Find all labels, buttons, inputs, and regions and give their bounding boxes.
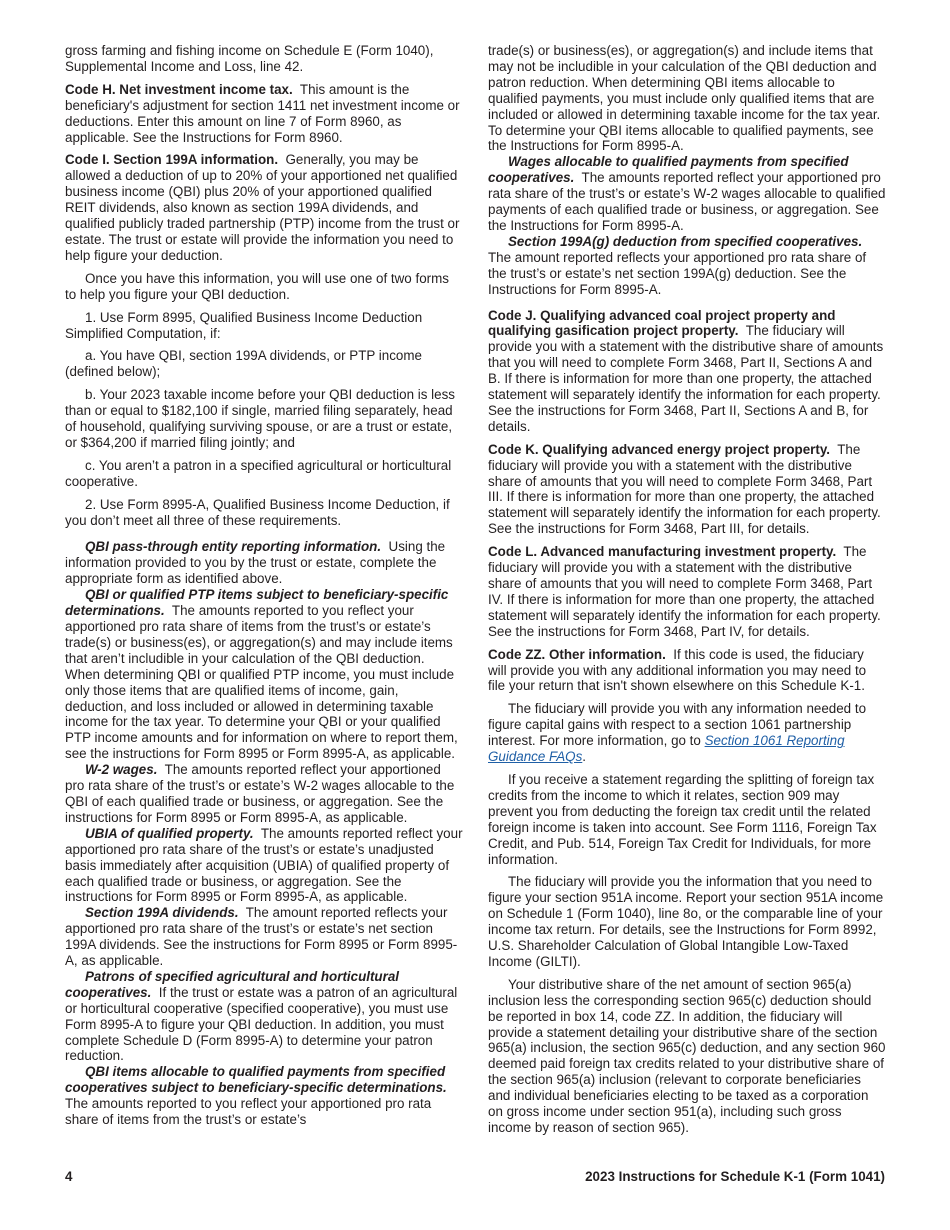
forms-intro: Once you have this information, you will use one of two forms to help you figure your QBI deduction. (65, 270, 449, 302)
document-title: 2023 Instructions for Schedule K-1 (Form 1041) (585, 1169, 885, 1184)
code-zz-heading: Code ZZ. Other information. (488, 646, 666, 662)
left-column (65, 43, 463, 1128)
foreign-tax-paragraph: If you receive a statement regarding the splitting of foreign tax credits from the income to which it relates, section 909 may prevent you from deducting the foreign tax credit until the related foreign income is taken into account. See Form 1116, Foreign Tax Credit, and Pub. 514, Foreign Tax Credit for Individuals, for more information. (488, 771, 877, 867)
code-l-heading: Code L. Advanced manufacturing investment property. (488, 544, 837, 560)
list-item-a: a. You have QBI, section 199A dividends, or PTP income (defined below); (65, 348, 422, 380)
sec199a-dividends-section: Section 199A dividends. The amount reported reflects your apportioned pro rata share of the trust’s or estate’s net section 199A dividends. See the instructions for Form 8995 or Form 8995-A, as applicable. (65, 905, 458, 969)
patrons-heading: Patrons of specified agricultural and horticultural cooperatives. (65, 968, 399, 1000)
code-j-heading: Code J. Qualifying advanced coal project property and qualifying gasification project property. (488, 307, 836, 339)
list-item-c: c. You aren’t a patron in a specified agricultural or horticultural cooperative. (65, 457, 452, 489)
code-i-body: Generally, you may be allowed a deduction of up to 20% of your apportioned net qualified business income (QBI) plus 20% of your apportioned qualified REIT dividends, also known as section 199A dividends, and qualified publicly traded partnership (PTP) income from the trust or estate. The trust or estate will provide the information you need to help figure your deduction. (65, 152, 460, 263)
code-k-section: Code K. Qualifying advanced energy project property. The fiduciary will provide you with a statement with the distributive share of amounts that you will need to complete Form 3468, Part III. If there is information for more than one property, the attached statement will separately identify the information for each property. See the instructions for Form 3468, Part III, for details. (488, 441, 881, 537)
code-j-section: Code J. Qualifying advanced coal project property and qualifying gasification project property. The fiduciary will provide you with a statement with the distributive share of amounts that you will need to complete Form 3468, Part II, Sections A and B. If there is information for more than one property, the attached statement will separately identify the information for each property. See the instructions for Form 3468, Part II, Sections A and B, for details. (488, 307, 884, 434)
list-item-2: 2. Use Form 8995-A, Qualified Business Income Deduction, if you don’t meet all three of these requirements. (65, 496, 450, 528)
sec1061-paragraph: The fiduciary will provide you with any information needed to figure capital gains with respect to a section 1061 partnership interest. For more information, go to Section 1061 Reporting Guidance FAQs. (488, 701, 867, 765)
code-h-section (65, 82, 463, 146)
wages-coop-heading: Wages allocable to qualified payments from specified cooperatives. (488, 154, 849, 186)
ubia-section: UBIA of qualified property. The amounts reported reflect your apportioned pro rata share of the trust’s or estate’s unadjusted basis immediately after acquisition (UBIA) of qualified property of each qualified trade or business, or aggregation. See the instructions for Form 8995 or Form 8995-A, as applicable. (65, 825, 463, 905)
code-k-heading: Code K. Qualifying advanced energy project property. (488, 441, 831, 457)
code-zz-section: Code ZZ. Other information. If this code is used, the fiduciary will provide you with any additional information you may need to file your return that isn't shown elsewhere on this Schedule K-1. (488, 646, 867, 694)
w2-wages-heading: W-2 wages. (85, 762, 158, 778)
qbi-ptp-heading: QBI or qualified PTP items subject to beneficiary-specific determinations. (65, 587, 449, 619)
ubia-heading: UBIA of qualified property. (85, 825, 254, 841)
sec965-paragraph: Your distributive share of the net amount of section 965(a) inclusion less the corresponding section 965(c) deduction should be reported in box 14, code ZZ. In addition, the fiduciary will provide a statement detailing your distributive share of the section 965(a) inclusion, the section 965(c) deduction, and any section 960 deemed paid foreign tax credits related to your distributive share of the section 965(a) inclusion (relevant to corporate beneficiaries and individual beneficiaries electing to be taxed as a corporation on gross income under section 951(a), including such gross income by reason of section 965). (488, 976, 886, 1135)
qbi-passthrough-section: QBI pass-through entity reporting information. Using the information provided to you by the trust or estate, complete the appropriate form as identified above. (65, 539, 446, 587)
intro-paragraph: gross farming and fishing income on Schedule E (Form 1040), Supplemental Income and Loss, line 42. (65, 43, 434, 74)
wages-coop-section: Wages allocable to qualified payments from specified cooperatives. The amounts reported reflect your apportioned pro rata share of the trust’s or estate’s W-2 wages allocable to qualified payments of each qualified trade or business, or aggregation. See the Instructions for Form 8995-A. (488, 154, 886, 233)
page-number: 4 (65, 1169, 73, 1184)
qbi-ptp-section: QBI or qualified PTP items subject to beneficiary-specific determinations. The amounts reported to you reflect your apportioned pro rata share of items from the trust’s or estate’s trade(s) or business(es), or aggregation(s) and may include items that aren’t includible in your calculation of the QBI deduction. When determining QBI or qualified PTP income, you must include only those items that are qualified items of income, gain, deduction, and loss included or allowed in determining taxable income for the tax year. To determine your QBI or your qualified PTP income amounts and for information on where to report them, see the instructions for Form 8995 or Form 8995-A, as applicable. (65, 587, 458, 762)
qbi-coop-heading: QBI items allocable to qualified payments from specified cooperatives subject to beneficiary-specific determinations. (65, 1064, 447, 1096)
sec199ag-section: Section 199A(g) deduction from specified cooperatives. The amount reported reflects your apportioned pro rata share of the trust’s or estate’s net section 199A(g) deduction. See the Instructions for Form 8995-A. (488, 233, 867, 297)
code-i-section (65, 152, 463, 263)
list-item-1: 1. Use Form 8995, Qualified Business Income Deduction Simplified Computation, if: (65, 309, 423, 341)
code-h-heading: Code H. Net investment income tax. (65, 81, 293, 97)
code-i-heading: Code I. Section 199A information. (65, 152, 279, 168)
code-h-body: This amount is the beneficiary's adjustment for section 1411 net investment income or deductions. Enter this amount on line 7 of Form 8960, as applicable. See the Instructions for Form 8960. (65, 81, 460, 145)
sec199ag-heading: Section 199A(g) deduction from specified cooperatives. (508, 233, 863, 249)
sec199a-dividends-heading: Section 199A dividends. (85, 905, 239, 921)
qbi-passthrough-heading: QBI pass-through entity reporting information. (85, 539, 382, 555)
patrons-section: Patrons of specified agricultural and horticultural cooperatives. If the trust or estate was a patron of an agricultural or horticultural cooperative (specified cooperative), you must use Form 8995-A to figure your QBI deduction. In addition, you must complete Schedule D (Form 8995-A) to determine your patron reduction. (65, 968, 458, 1064)
sec1061-faq-link[interactable]: Section 1061 Reporting Guidance FAQs (488, 733, 845, 765)
qbi-coop-section: QBI items allocable to qualified payments from specified cooperatives subject to beneficiary-specific determinations. The amounts reported to you reflect your apportioned pro rata share of items from the trust’s or estate’s (65, 1064, 447, 1128)
w2-wages-section: W-2 wages. The amounts reported reflect your apportioned pro rata share of the trust’s or estate’s W-2 wages allocable to the QBI of each qualified trade or business, or aggregation. See the instructions for Form 8995 or Form 8995-A, as applicable. (65, 762, 455, 825)
list-item-b: b. Your 2023 taxable income before your QBI deduction is less than or equal to $182,100 if single, married filing separately, head of household, qualifying surviving spouse, or are a trust or estate, or $364,200 if married filing jointly; and (65, 387, 455, 450)
right-column (488, 43, 886, 1143)
code-l-section: Code L. Advanced manufacturing investment property. The fiduciary will provide you with a statement with the distributive share of amounts that you will need to complete Form 3468, Part IV. If there is information for more than one property, the attached statement will separately identify the information for each property. See the instructions for Form 3468, Part IV, for details. (488, 544, 881, 639)
qbi-coop-continued: trade(s) or business(es), or aggregation(s) and include items that may not be includible in your calculation of the QBI deduction and patron reduction. When determining QBI items allocable to qualified payments, you must include only qualified items that are included or allowed in determining taxable income for the tax year. To determine your QBI items allocable to qualified payments, see the Instructions for Form 8995-A. (488, 43, 881, 154)
sec951a-paragraph: The fiduciary will provide you the information that you need to figure your section 951A income. Report your section 951A income on Schedule 1 (Form 1040), line 8o, or the comparable line of your income tax return. For details, see the Instructions for Form 8992, U.S. Shareholder Calculation of Global Intangible Low-Taxed Income (GILTI). (488, 874, 884, 969)
